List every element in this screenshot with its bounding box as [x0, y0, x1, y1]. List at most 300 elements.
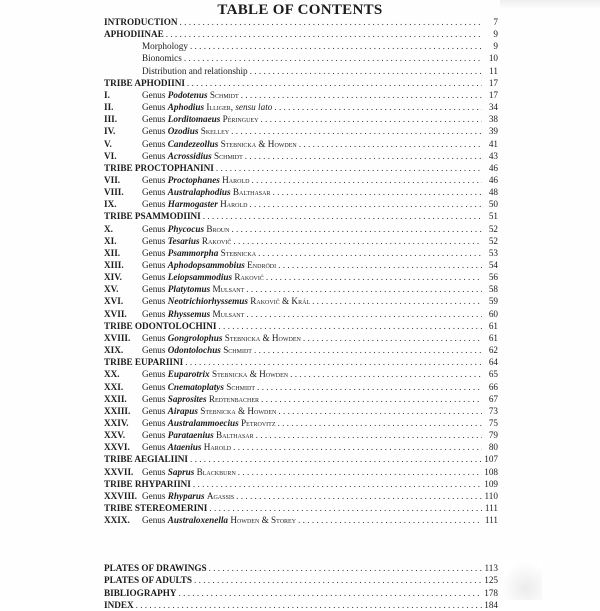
genus-word: Genus: [142, 235, 168, 246]
dot-leader: [136, 599, 482, 611]
page-number: 43: [488, 150, 498, 161]
dot-leader: [185, 356, 482, 368]
section-heading: BIBLIOGRAPHY: [104, 587, 177, 598]
toc-genus-row: [104, 344, 498, 356]
page-number: 17: [488, 89, 498, 100]
page-number: 7: [493, 17, 498, 27]
genus-author: Redtenbacher: [208, 393, 260, 404]
page-number: 75: [488, 417, 498, 428]
toc-genus-row: [104, 393, 498, 405]
genus-author: Rakovič: [234, 272, 264, 283]
page-number: 41: [488, 138, 498, 149]
genus-number: XXVIII.: [104, 490, 137, 501]
genus-name: Australaphodius: [167, 187, 231, 198]
genus-word: Genus: [142, 466, 168, 477]
page-number: 60: [488, 308, 498, 319]
dot-leader: [274, 101, 482, 113]
toc-section-row: [104, 320, 498, 332]
section-heading: INTRODUCTION: [104, 17, 178, 27]
genus-number: XVIII.: [104, 332, 131, 343]
genus-number: XXIII.: [104, 405, 131, 416]
genus-entry-text: [142, 417, 275, 429]
genus-entry-text: [142, 198, 247, 210]
toc-section-row: [104, 356, 498, 368]
dot-leader: [272, 186, 482, 198]
genus-entry-text: [142, 223, 229, 235]
genus-author: Péringuey: [222, 114, 259, 125]
genus-name: Ozodius: [167, 126, 199, 137]
genus-word: Genus: [142, 102, 168, 113]
toc-genus-row: [104, 235, 498, 247]
genus-name: Aphodopsammobius: [167, 260, 245, 270]
genus-entry-text: [142, 247, 256, 259]
dot-leader: [184, 52, 482, 64]
genus-number: VIII.: [104, 187, 124, 198]
genus-author: Broun: [206, 223, 230, 234]
genus-number: XXI.: [104, 381, 124, 392]
toc-genus-row: [104, 405, 498, 417]
genus-word: Genus: [142, 332, 168, 343]
section-heading: APHODIINAE: [104, 29, 164, 40]
section-heading: TRIBE PSAMMODIINI: [104, 211, 201, 222]
genus-name: Tesarius: [167, 235, 200, 246]
toc-genus-row: [104, 259, 498, 271]
toc-genus-row: [104, 223, 498, 235]
genus-name: Euparotrix: [167, 369, 210, 380]
genus-number: XXVII.: [104, 466, 134, 477]
genus-name: Rhyparus: [167, 490, 205, 501]
genus-entry-text: [142, 405, 276, 417]
page-number: 59: [488, 296, 498, 307]
genus-name: Acrossidius: [167, 150, 212, 161]
genus-entry-text: [142, 101, 272, 113]
page-number: 113: [484, 563, 498, 574]
genus-word: Genus: [142, 405, 168, 416]
dot-leader: [193, 478, 482, 490]
genus-word: Genus: [142, 126, 168, 137]
genus-word: Genus: [142, 260, 168, 270]
genus-author: Stebnicka: [220, 247, 257, 258]
toc-section-row: [104, 453, 498, 465]
page-number: 52: [488, 235, 498, 246]
dot-leader: [266, 271, 482, 283]
page-number: 48: [488, 187, 498, 198]
dot-leader: [278, 405, 482, 417]
page-number: 178: [484, 587, 498, 598]
toc-genus-row: [104, 441, 498, 453]
dot-leader: [299, 138, 482, 150]
genus-word: Genus: [142, 490, 168, 501]
toc-genus-row: [104, 89, 498, 101]
genus-author: Harold: [203, 442, 232, 453]
genus-word: Genus: [142, 345, 168, 355]
dot-leader: [303, 332, 482, 344]
genus-number: XVI.: [104, 296, 124, 307]
page-number: 10: [488, 53, 498, 64]
dot-leader: [179, 587, 483, 599]
genus-author: Petrovitz: [241, 417, 276, 428]
dot-leader: [216, 162, 482, 174]
dot-leader: [257, 381, 482, 393]
page-number: 61: [488, 320, 498, 331]
section-heading: TRIBE STEREOMERINI: [104, 503, 208, 513]
dot-leader: [258, 247, 482, 259]
dot-leader: [245, 150, 482, 162]
genus-name: Saprosites: [167, 393, 207, 404]
genus-word: Genus: [142, 272, 168, 283]
genus-name: Rhyssemus: [167, 308, 211, 319]
section-heading: TRIBE PROCTOPHANINI: [104, 162, 214, 173]
genus-entry-text: [142, 271, 264, 283]
genus-name: Aphodius: [167, 102, 205, 113]
genus-name: Gongrolophus: [167, 332, 223, 343]
genus-entry-text: [142, 368, 288, 380]
toc-genus-row: [104, 429, 498, 441]
toc-section-row: [104, 210, 498, 222]
genus-entry-text: [142, 259, 276, 271]
dot-leader: [251, 174, 482, 186]
page-number: 17: [488, 77, 498, 88]
dot-leader: [236, 490, 482, 502]
genus-entry-text: [142, 113, 258, 125]
page-number: 80: [488, 442, 498, 453]
dot-leader: [238, 466, 482, 478]
page-number: 64: [488, 357, 498, 368]
genus-number: IX.: [104, 199, 117, 210]
genus-author: Harold: [222, 175, 250, 185]
genus-entry-text: [142, 490, 234, 502]
subsection-heading: Morphology: [142, 41, 188, 52]
page-number: 39: [488, 126, 498, 137]
genus-author: Agassis: [206, 490, 235, 501]
genus-entry-text: [142, 441, 231, 453]
genus-number: XV.: [104, 284, 119, 295]
genus-author: Rakovič & Král: [250, 296, 311, 307]
genus-number: XII.: [104, 247, 121, 258]
toc-genus-row: [104, 381, 498, 393]
genus-word: Genus: [142, 138, 168, 149]
genus-entry-text: [142, 308, 244, 320]
dot-leader: [277, 417, 482, 429]
toc-section-row: [104, 562, 498, 574]
dot-leader: [209, 502, 482, 514]
genus-entry-text: [142, 150, 243, 162]
toc-section-row: [104, 162, 498, 174]
genus-number: XXVI.: [104, 442, 130, 453]
page-number: 51: [488, 211, 498, 222]
subsection-heading: Distribution and relationship: [142, 65, 248, 76]
toc-section-row: [104, 587, 498, 599]
page-number: 108: [484, 466, 498, 477]
genus-number: XVII.: [104, 308, 127, 319]
toc-section-row: [104, 77, 498, 89]
page-number: 110: [484, 490, 498, 501]
subsection-heading: Bionomics: [142, 53, 182, 64]
genus-word: Genus: [142, 430, 168, 441]
page-number: 61: [488, 332, 498, 343]
toc-genus-row: [104, 186, 498, 198]
page-number: 67: [488, 393, 498, 404]
page-number: 34: [488, 102, 498, 113]
genus-entry-text: [142, 514, 296, 526]
section-heading: TRIBE ODONTOLOCHINI: [104, 320, 217, 331]
page-number: 11: [489, 65, 498, 76]
genus-number: X.: [104, 223, 113, 234]
genus-word: Genus: [142, 381, 168, 392]
genus-word: Genus: [142, 247, 168, 258]
dot-leader: [231, 125, 482, 137]
genus-number: V.: [104, 138, 112, 149]
genus-author: Rakovič: [201, 235, 232, 246]
genus-author: Balthasar: [216, 430, 254, 441]
genus-name: Harmogaster: [167, 199, 218, 210]
dot-leader: [260, 113, 482, 125]
genus-name: Australammoecius: [167, 417, 239, 428]
genus-entry-text: [142, 235, 231, 247]
genus-number: XXII.: [104, 393, 127, 404]
genus-number: VII.: [104, 175, 121, 185]
dot-leader: [278, 259, 482, 271]
toc-section-row: [104, 599, 498, 611]
genus-entry-text: [142, 186, 270, 198]
dot-leader: [187, 77, 482, 89]
dot-leader: [312, 295, 482, 307]
genus-author: Schmidt: [214, 150, 243, 161]
toc-genus-row: [104, 466, 498, 478]
section-heading: INDEX: [104, 599, 134, 610]
genus-name: Podotenus: [167, 89, 208, 100]
genus-name: Odontolochus: [167, 345, 221, 355]
page-number: 9: [493, 41, 498, 52]
toc-genus-row: [104, 332, 498, 344]
genus-number: XIX.: [104, 345, 124, 355]
toc-genus-row: [104, 490, 498, 502]
page-number: 73: [488, 405, 498, 416]
toc-genus-row: [104, 514, 498, 526]
genus-entry-text: [142, 393, 259, 405]
dot-leader: [190, 40, 482, 52]
genus-name: Airapus: [167, 405, 198, 416]
genus-word: Genus: [142, 175, 168, 185]
genus-author-note: sensu lato: [235, 102, 273, 113]
page-number: 109: [484, 478, 498, 489]
toc-section-row: [104, 502, 498, 514]
dot-leader: [233, 235, 482, 247]
genus-author: Harold: [220, 199, 248, 210]
genus-entry-text: [142, 344, 252, 356]
genus-author: Stebnicka & Howden: [200, 405, 277, 416]
toc-section-row: [104, 478, 498, 490]
genus-name: Ataenius: [167, 442, 202, 453]
dot-leader: [261, 393, 482, 405]
genus-number: XXV.: [104, 430, 126, 441]
genus-name: Australoxenella: [167, 515, 229, 526]
toc-genus-row: [104, 125, 498, 137]
dot-leader: [298, 514, 482, 526]
dot-leader: [233, 441, 482, 453]
genus-author: Stebnicka & Howden: [220, 138, 297, 149]
section-heading: TRIBE APHODIINI: [104, 77, 185, 88]
genus-word: Genus: [142, 114, 168, 125]
page-number: 46: [488, 162, 498, 173]
page-number: 111: [484, 515, 498, 526]
dot-leader: [290, 368, 482, 380]
toc-section-row: [104, 28, 498, 40]
genus-author: Illiger,: [206, 102, 234, 113]
toc-genus-row: [104, 283, 498, 295]
genus-word: Genus: [142, 296, 168, 307]
genus-name: Lorditomaeus: [167, 114, 221, 125]
toc-subsection-row: [104, 65, 498, 77]
page-number: 111: [484, 503, 498, 513]
genus-name: Saprus: [167, 466, 195, 477]
genus-word: Genus: [142, 417, 168, 428]
section-heading: PLATES OF DRAWINGS: [104, 563, 207, 574]
page-number: 50: [488, 199, 498, 210]
genus-author: Schmidt: [209, 89, 239, 100]
genus-name: Platytomus: [167, 284, 211, 295]
genus-name: Leiopsammodius: [167, 272, 233, 283]
genus-number: I.: [104, 89, 110, 100]
genus-number: XI.: [104, 235, 117, 246]
genus-word: Genus: [142, 369, 168, 380]
toc-subsection-row: [104, 40, 498, 52]
genus-author: Stebnicka & Howden: [211, 369, 289, 380]
toc-genus-row: [104, 308, 498, 320]
dot-leader: [190, 453, 482, 465]
genus-entry-text: [142, 138, 297, 150]
page-number: 65: [488, 369, 498, 380]
genus-entry-text: [142, 332, 301, 344]
dot-leader: [256, 429, 482, 441]
toc-genus-row: [104, 174, 498, 186]
genus-number: VI.: [104, 150, 117, 161]
genus-word: Genus: [142, 223, 168, 234]
genus-author: Howden & Storey: [230, 515, 297, 526]
genus-entry-text: [142, 381, 255, 393]
genus-word: Genus: [142, 199, 168, 210]
page-number: 52: [488, 223, 498, 234]
toc-genus-row: [104, 295, 498, 307]
genus-entry-text: [142, 125, 229, 137]
genus-author: Skelley: [200, 126, 230, 137]
toc-section-row: [104, 16, 498, 28]
page-number: 54: [488, 260, 498, 270]
page-number: 38: [488, 114, 498, 125]
dot-leader: [231, 223, 482, 235]
dot-leader: [246, 308, 482, 320]
page-number: 58: [488, 284, 498, 295]
section-heading: TRIBE AEGIALIINI: [104, 454, 188, 465]
dot-leader: [194, 574, 482, 586]
dot-leader: [203, 210, 482, 222]
genus-author: Schmidt: [223, 345, 252, 355]
genus-number: XIII.: [104, 260, 124, 270]
page-number: 66: [488, 381, 498, 392]
page-title: TABLE OF CONTENTS: [217, 2, 383, 18]
genus-number: XXIV.: [104, 417, 129, 428]
dot-leader: [218, 320, 482, 332]
genus-number: XX.: [104, 369, 120, 380]
genus-number: III.: [104, 114, 118, 125]
dot-leader: [241, 89, 482, 101]
page-number: 53: [488, 247, 498, 258]
toc-genus-row: [104, 247, 498, 259]
toc-subsection-row: [104, 52, 498, 64]
toc-genus-row: [104, 150, 498, 162]
genus-name: Neotrichiorhyssemus: [167, 296, 248, 307]
genus-entry-text: [142, 295, 310, 307]
genus-word: Genus: [142, 308, 168, 319]
genus-number: II.: [104, 102, 114, 113]
toc-section-row: [104, 574, 498, 586]
toc-genus-row: [104, 101, 498, 113]
genus-author: Mulsant: [212, 284, 245, 295]
genus-number: IV.: [104, 126, 116, 137]
toc-genus-row: [104, 368, 498, 380]
section-heading: PLATES OF ADULTS: [104, 575, 192, 586]
genus-name: Parataenius: [167, 430, 214, 441]
genus-entry-text: [142, 466, 236, 478]
toc-genus-row: [104, 138, 498, 150]
page-number: 62: [488, 345, 498, 355]
genus-author: Blackburn: [196, 466, 236, 477]
section-heading: TRIBE RHYPARIINI: [104, 478, 191, 489]
genus-author: Stebnicka & Howden: [224, 332, 301, 343]
toc-genus-row: [104, 198, 498, 210]
dot-leader: [254, 344, 482, 356]
page-number: 107: [484, 454, 498, 465]
dot-leader: [250, 65, 482, 77]
genus-entry-text: [142, 283, 244, 295]
genus-entry-text: [142, 89, 239, 101]
page-number: 56: [488, 272, 498, 283]
genus-word: Genus: [142, 515, 168, 526]
dot-leader: [249, 198, 482, 210]
genus-word: Genus: [142, 187, 168, 198]
genus-entry-text: [142, 429, 254, 441]
genus-word: Genus: [142, 393, 168, 404]
genus-name: Proctophanes: [167, 175, 220, 185]
dot-leader: [209, 562, 482, 574]
genus-entry-text: [142, 174, 249, 186]
dot-leader: [246, 283, 482, 295]
page-number: 125: [484, 575, 498, 586]
toc-genus-row: [104, 113, 498, 125]
dot-leader: [180, 16, 482, 28]
genus-word: Genus: [142, 89, 168, 100]
genus-number: XIV.: [104, 272, 122, 283]
section-heading: TRIBE EUPARIINI: [104, 357, 184, 368]
toc-genus-row: [104, 271, 498, 283]
genus-word: Genus: [142, 150, 168, 161]
page-number: 46: [488, 175, 498, 185]
genus-word: Genus: [142, 284, 168, 295]
genus-author: Schmidt: [226, 381, 256, 392]
page-number: 79: [488, 430, 498, 441]
genus-name: Phycocus: [167, 223, 205, 234]
genus-name: Cnematoplatys: [167, 381, 224, 392]
genus-word: Genus: [142, 442, 168, 453]
genus-author: Endrödi: [247, 260, 277, 270]
page-number: 9: [493, 29, 498, 40]
genus-name: Candezeollus: [167, 138, 219, 149]
toc-genus-row: [104, 417, 498, 429]
genus-author: Balthasar: [232, 187, 271, 198]
dot-leader: [166, 28, 482, 40]
genus-number: XXIX.: [104, 515, 130, 526]
page-number: 184: [484, 599, 498, 610]
